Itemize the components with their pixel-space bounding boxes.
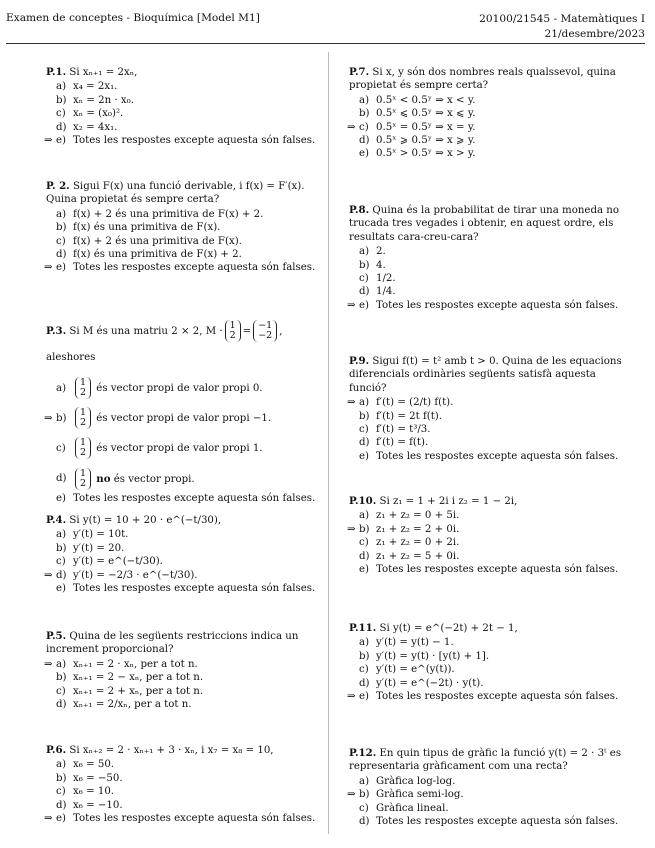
- option-b[interactable]: b) 4.: [359, 259, 386, 271]
- option-d[interactable]: d) xₙ₊₁ = 2/xₙ, per a tot n.: [56, 699, 192, 711]
- question-stem: Si M és una matriu 2 × 2, M ·: [69, 326, 223, 337]
- option-b[interactable]: b) y′(t) = y(t) · [y(t) + 1].: [359, 650, 490, 662]
- option-d[interactable]: d) f′(t) = f(t).: [359, 437, 429, 449]
- question-number: P.5.: [46, 630, 67, 642]
- question-number: P.9.: [349, 355, 370, 367]
- answer-arrow-icon: ⇒: [347, 789, 356, 801]
- option-e[interactable]: ⇒ e) Totes les respostes excepte aquesta són falses.: [44, 813, 316, 825]
- answer-arrow-icon: ⇒: [44, 413, 53, 424]
- option-b[interactable]: b) x₆ = −50.: [56, 772, 123, 784]
- exam-title: Examen de conceptes - Bioquímica [Model M1]: [6, 12, 260, 24]
- column-vector: 1 2: [75, 437, 91, 459]
- question-p4: [46, 514, 324, 595]
- option-a[interactable]: a) y′(t) = y(t) − 1.: [359, 637, 454, 649]
- option-e[interactable]: e) Totes les respostes excepte aquesta són falses.: [56, 583, 316, 595]
- option-c[interactable]: c) y′(t) = e^(y(t)).: [359, 664, 455, 676]
- option-e[interactable]: e) Totes les respostes excepte aquesta són falses.: [359, 450, 619, 462]
- option-c[interactable]: c) Gràfica lineal.: [359, 802, 449, 814]
- question-stem: Si xₙ₊₁ = 2xₙ,: [69, 67, 138, 78]
- question-stem: Sigui f(t) = t² amb t > 0. Quina de les equacions diferencials ordinàries següents satisfà aquesta funció?: [349, 356, 622, 394]
- question-number: P.6.: [46, 744, 67, 756]
- column-vector: −1 −2: [253, 320, 277, 342]
- question-number: P.11.: [349, 622, 377, 634]
- header-rule: [6, 43, 645, 44]
- option-e[interactable]: ⇒ e) Totes les respostes excepte aquesta són falses.: [44, 262, 316, 274]
- column-vector: 1 2: [75, 407, 91, 429]
- option-d[interactable]: d) z₁ + z₂ = 5 + 0i.: [359, 550, 460, 562]
- question-stem: Si y(t) = 10 + 20 · e^(−t/30),: [69, 515, 222, 526]
- option-a[interactable]: ⇒ a) xₙ₊₁ = 2 · xₙ, per a tot n.: [44, 658, 198, 670]
- question-p10: [349, 495, 627, 576]
- option-b[interactable]: b) 0.5ˣ ⩽ 0.5ʸ ⇒ x ⩽ y.: [359, 108, 476, 120]
- option-b[interactable]: ⇒ b) Gràfica semi-log.: [347, 789, 464, 801]
- answer-arrow-icon: ⇒: [347, 299, 356, 311]
- question-p2: [46, 180, 324, 275]
- question-number: P.1.: [46, 66, 67, 78]
- question-p11: [349, 622, 627, 703]
- question-p3: P.3. Si M és una matriu 2 × 2, M · 1 2 = −1 −2 , aleshores a) 1 2 és vector propi de valor propi 0. ⇒ b) 1 2 és vector propi de valor propi −1. c) 1 2 és vector propi de valor propi 1. d) 1 2 no és vector propi. e) Totes les respostes excepte aquesta són falses.: [46, 318, 324, 505]
- option-d[interactable]: d) f(x) és una primitiva de F(x) + 2.: [56, 249, 242, 261]
- column-vector: 1 2: [75, 468, 91, 490]
- option-d[interactable]: d) 0.5ˣ ⩾ 0.5ʸ ⇒ x ⩾ y.: [359, 135, 476, 147]
- option-c[interactable]: c) x₆ = 10.: [56, 786, 115, 798]
- option-c[interactable]: c) xₙ = (x₀)².: [56, 108, 124, 120]
- header-right: [479, 12, 645, 42]
- option-a[interactable]: ⇒ a) f′(t) = (2/t) f(t).: [347, 397, 454, 409]
- column-divider: [328, 52, 329, 834]
- option-c[interactable]: c) f′(t) = t³/3.: [359, 424, 431, 436]
- question-p12: [349, 747, 627, 828]
- option-c[interactable]: c) f(x) + 2 és una primitiva de F(x).: [56, 235, 242, 247]
- question-number: P.10.: [349, 495, 377, 507]
- answer-arrow-icon: ⇒: [347, 523, 356, 535]
- course-code: 20100/21545 - Matemàtiques I: [479, 13, 645, 25]
- option-d[interactable]: d) x₆ = −10.: [56, 799, 123, 811]
- option-d[interactable]: d) y′(t) = e^(−2t) · y(t).: [359, 677, 484, 689]
- answer-arrow-icon: ⇒: [44, 813, 53, 825]
- option-a[interactable]: a) x₆ = 50.: [56, 759, 115, 771]
- option-b[interactable]: b) xₙ = 2n · x₀.: [56, 94, 134, 106]
- option-e[interactable]: ⇒ e) Totes les respostes excepte aquesta són falses.: [347, 691, 619, 703]
- option-a[interactable]: a) z₁ + z₂ = 0 + 5i.: [359, 510, 460, 522]
- question-stem: Quina és la probabilitat de tirar una moneda no trucada tres vegades i obtenir, en aquest ordre, els resultats cara-creu-cara?: [349, 205, 619, 243]
- answer-arrow-icon: ⇒: [44, 262, 53, 274]
- option-b[interactable]: b) xₙ₊₁ = 2 − xₙ, per a tot n.: [56, 672, 204, 684]
- question-number: P.4.: [46, 514, 67, 526]
- option-b[interactable]: ⇒ b) z₁ + z₂ = 2 + 0i.: [347, 523, 460, 535]
- option-a[interactable]: a) 2.: [359, 246, 386, 258]
- option-a[interactable]: a) Gràfica log-log.: [359, 775, 456, 787]
- answer-arrow-icon: ⇒: [44, 569, 53, 581]
- emphasis-no: no: [96, 473, 111, 485]
- question-p8: [349, 204, 627, 312]
- option-c[interactable]: c) y′(t) = e^(−t/30).: [56, 556, 163, 568]
- option-b[interactable]: ⇒ b) 1 2 és vector propi de valor propi −1.: [46, 407, 324, 431]
- question-number: P.8.: [349, 204, 370, 216]
- question-number: P.7.: [349, 66, 370, 78]
- question-stem: Si z₁ = 1 + 2i i z₂ = 1 − 2i,: [379, 496, 518, 507]
- option-a[interactable]: a) y′(t) = 10t.: [56, 529, 129, 541]
- option-d[interactable]: ⇒ d) y′(t) = −2/3 · e^(−t/30).: [44, 569, 198, 581]
- question-stem: Sigui F(x) una funció derivable, i f(x) = F′(x). Quina propietat és sempre certa?: [46, 181, 305, 206]
- option-e[interactable]: ⇒ e) Totes les respostes excepte aquesta són falses.: [44, 135, 316, 147]
- option-c[interactable]: c) z₁ + z₂ = 0 + 2i.: [359, 537, 460, 549]
- option-a[interactable]: a) f(x) + 2 és una primitiva de F(x) + 2.: [56, 208, 264, 220]
- option-a[interactable]: a) 0.5ˣ < 0.5ʸ ⇒ x < y.: [359, 94, 476, 106]
- answer-arrow-icon: ⇒: [347, 121, 356, 133]
- option-d[interactable]: d) 1 2 no és vector propi.: [56, 468, 195, 489]
- answer-arrow-icon: ⇒: [347, 397, 356, 409]
- question-p1: [46, 66, 324, 147]
- question-p5: [46, 630, 324, 711]
- question-p9: [349, 355, 627, 463]
- option-c[interactable]: c) xₙ₊₁ = 2 + xₙ, per a tot n.: [56, 685, 204, 697]
- question-stem: En quin tipus de gràfic la funció y(t) = 2 · 3ᵗ es representaria gràficament com una recta?: [349, 748, 622, 773]
- option-b[interactable]: b) f(x) és una primitiva de F(x).: [56, 222, 221, 234]
- option-b[interactable]: b) y′(t) = 20.: [56, 542, 125, 554]
- question-number: P. 2.: [46, 180, 70, 192]
- option-c[interactable]: c) 1/2.: [359, 273, 396, 285]
- column-vector: 1 2: [75, 377, 91, 399]
- question-stem: Si xₙ₊₂ = 2 · xₙ₊₁ + 3 · xₙ, i x₇ = x₈ = 10,: [69, 745, 274, 756]
- option-a[interactable]: a) 1 2 és vector propi de valor propi 0.: [56, 377, 263, 398]
- option-b[interactable]: b) f′(t) = 2t f(t).: [359, 410, 443, 422]
- question-number: P.12.: [349, 747, 377, 759]
- answer-arrow-icon: ⇒: [44, 658, 53, 670]
- column-vector: 1 2: [225, 320, 241, 342]
- question-p7: [349, 66, 627, 161]
- option-e[interactable]: e) Totes les respostes excepte aquesta són falses.: [359, 564, 619, 576]
- option-d[interactable]: d) Totes les respostes excepte aquesta són falses.: [359, 816, 619, 828]
- answer-arrow-icon: ⇒: [347, 691, 356, 703]
- question-p6: [46, 744, 324, 825]
- option-c[interactable]: c) 1 2 és vector propi de valor propi 1.: [56, 437, 263, 458]
- question-stem: Quina de les següents restriccions indica un increment proporcional?: [46, 631, 299, 656]
- option-d[interactable]: d) 1/4.: [359, 286, 396, 298]
- question-stem: Si y(t) = e^(−2t) + 2t − 1,: [379, 623, 518, 634]
- option-e[interactable]: ⇒ e) Totes les respostes excepte aquesta són falses.: [347, 299, 619, 311]
- option-e[interactable]: e) 0.5ˣ > 0.5ʸ ⇒ x > y.: [359, 148, 476, 160]
- exam-date: 21/desembre/2023: [544, 28, 645, 40]
- answer-arrow-icon: ⇒: [44, 135, 53, 147]
- option-e[interactable]: e) Totes les respostes excepte aquesta són falses.: [56, 493, 316, 504]
- option-c[interactable]: ⇒ c) 0.5ˣ = 0.5ʸ ⇒ x = y.: [347, 121, 476, 133]
- option-d[interactable]: d) x₂ = 4x₁.: [56, 121, 118, 133]
- question-stem: Si x, y són dos nombres reals qualssevol, quina propietat és sempre certa?: [349, 67, 616, 92]
- option-a[interactable]: a) x₄ = 2x₁.: [56, 81, 118, 93]
- question-number: P.3.: [46, 325, 67, 337]
